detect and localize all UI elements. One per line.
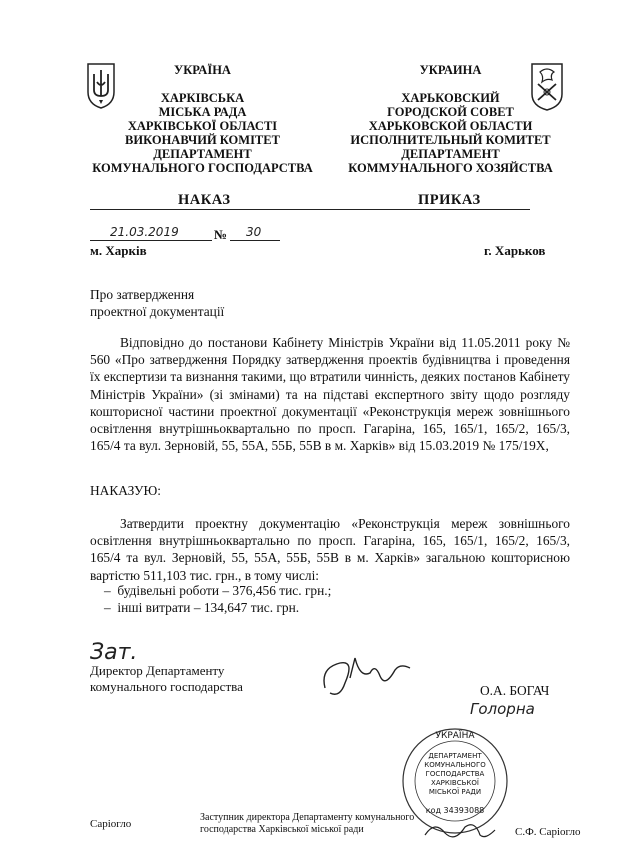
- stamp-lines: ДЕПАРТАМЕНТ КОМУНАЛЬНОГО ГОСПОДАРСТВА ХАРКІВСЬКОЇ МІСЬКОЇ РАДИ: [424, 752, 486, 796]
- org-line: ДЕПАРТАМЕНТ: [153, 147, 252, 161]
- footer-left: Саріогло: [90, 818, 132, 830]
- cost-list: [104, 582, 331, 616]
- list-item: – будівельні роботи – 376,456 тис. грн.;: [104, 583, 332, 598]
- header-divider-line: [90, 209, 530, 210]
- list-item: – інші витрати – 134,647 тис. грн.: [104, 600, 300, 615]
- stamp-code: код 34393088: [425, 806, 485, 815]
- number-label: №: [214, 227, 228, 242]
- director-name: О.А. БОГАЧ: [480, 683, 550, 698]
- header-right: [338, 63, 563, 175]
- org-line: ИСПОЛНИТЕЛЬНЫЙ КОМИТЕТ: [350, 133, 551, 147]
- org-line: ВИКОНАВЧИЙ КОМІТЕТ: [125, 133, 280, 147]
- org-line: ХАРЬКОВСКИЙ: [401, 91, 500, 105]
- city-right: г. Харьков: [484, 243, 546, 258]
- doc-type-left: НАКАЗ: [178, 192, 231, 208]
- org-line: МІСЬКА РАДА: [158, 105, 247, 119]
- org-line: ХАРЬКОВСКОЙ ОБЛАСТИ: [368, 119, 533, 133]
- footer-right: С.Ф. Саріогло: [515, 826, 581, 838]
- handwritten-initial: Зат.: [90, 640, 138, 665]
- order-heading: НАКАЗУЮ:: [90, 483, 161, 498]
- director-signature: [315, 648, 425, 708]
- city-left: м. Харків: [90, 243, 147, 258]
- subject-line: проектної документації: [90, 304, 225, 319]
- subject-line: Про затвердження: [90, 287, 195, 302]
- order-number: 30: [246, 225, 262, 239]
- doc-type-right: ПРИКАЗ: [418, 192, 481, 208]
- stamp-ring-text: УКРАЇНА: [435, 731, 475, 741]
- handwritten-name: Голорна: [470, 700, 535, 718]
- country-name-right: УКРАИНА: [419, 63, 482, 77]
- org-line: ГОРОДСКОЙ СОВЕТ: [387, 105, 514, 119]
- header-left: [90, 63, 315, 175]
- position-line: комунального господарства: [90, 679, 243, 694]
- country-name-left: УКРАЇНА: [174, 63, 231, 77]
- deputy-signature: [420, 815, 500, 845]
- org-line: КОММУНАЛЬНОГО ХОЗЯЙСТВА: [348, 161, 553, 175]
- date-underline: [90, 240, 212, 241]
- preamble-paragraph: Відповідно до постанови Кабінету Міністрів України від 11.05.2011 року № 560 «Про затвердження Порядку затвердження проектів будівництва і проведення їх експертизи та визнання такими, що втратили чинність, деяких постанов Кабінету Міністрів України» (зі змінами) та на підставі експертного звіту щодо розгляду кошторисної частини проектної документації «Реконструкція мереж зовнішнього освітлення внутрішньоквартально по просп. Гагаріна, 165, 165/1, 165/2, 165/3, 165/4 та вул. Зерновій, 55, 55А, 55Б, 55В в м. Харків» від 15.03.2019 № 175/19Х,: [90, 335, 570, 454]
- order-paragraph: Затвердити проектну документацію «Реконструкція мереж зовнішнього освітлення внутрішньоквартально по просп. Гагаріна, 165, 165/1, 165/2, 165/3, 165/4 та вул. Зерновій, 55, 55А, 55Б, 55В в м. Харків» загальною кошторисною вартістю 511,103 тис. грн., в тому числі:: [90, 516, 570, 583]
- footer-center: Заступник директора Департаменту комунального господарства Харківської міської ради: [200, 812, 415, 835]
- org-line: ХАРКІВСЬКОЇ ОБЛАСТІ: [127, 119, 278, 133]
- position-line: Директор Департаменту: [90, 663, 225, 678]
- org-line: ДЕПАРТАМЕНТ: [401, 147, 500, 161]
- order-date: 21.03.2019: [110, 225, 179, 239]
- number-underline: [230, 240, 280, 241]
- subject: [90, 286, 224, 320]
- org-line: КОМУНАЛЬНОГО ГОСПОДАРСТВА: [92, 161, 313, 175]
- org-line: ХАРКІВСЬКА: [160, 91, 245, 105]
- signature-position: [90, 663, 243, 695]
